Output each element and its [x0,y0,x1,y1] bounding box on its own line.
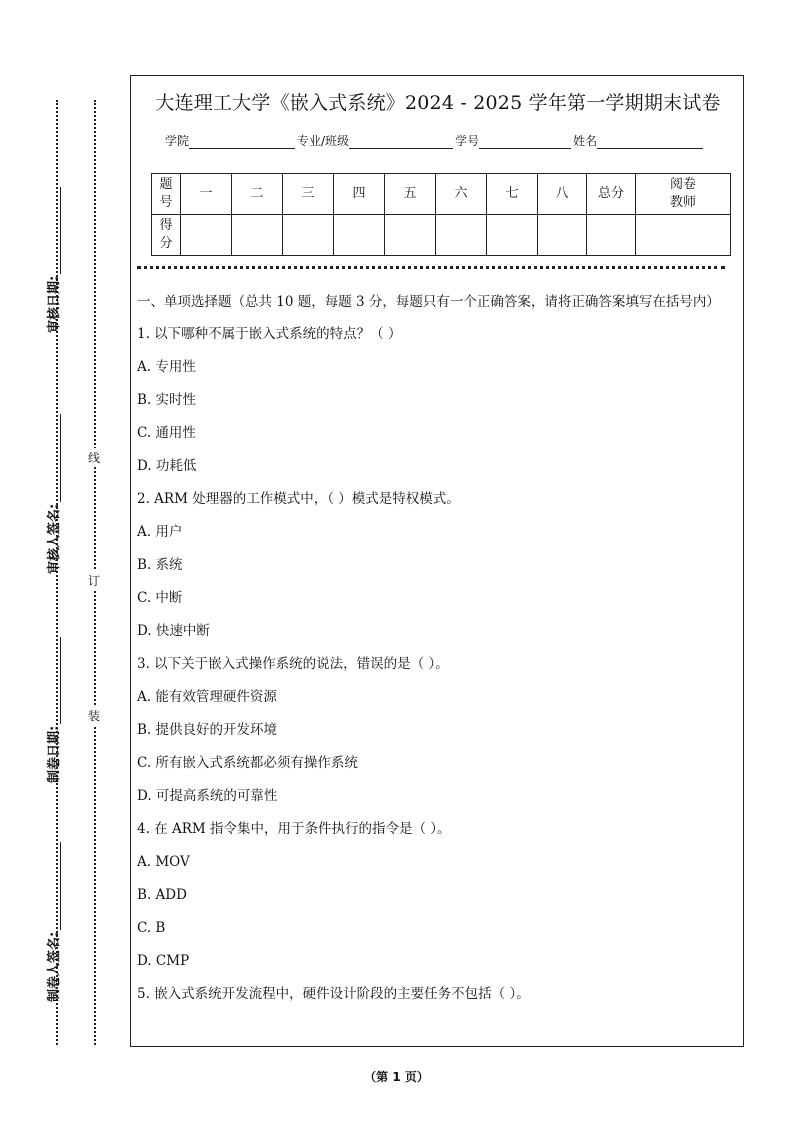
exam-title: 大连理工大学《嵌入式系统》2024 - 2025 学年第一学期期末试卷 [155,92,721,114]
col-6: 六 [436,174,487,215]
cut-mark-line: 线 [88,448,100,467]
score-table [151,173,731,256]
score-cell[interactable] [587,215,636,256]
option: B. 实时性 [137,392,197,408]
student-id-input[interactable] [479,135,571,149]
student-info-row [165,132,705,149]
cut-mark-staple: 装 [88,706,100,725]
option: C. 所有嵌入式系统都必须有操作系统 [137,755,358,771]
preparer-signature-label: 制卷人签名: [47,931,62,1002]
col-8: 八 [538,174,587,215]
col-total: 总分 [587,174,636,215]
question-stem: 5. 嵌入式系统开发流程中，硬件设计阶段的主要任务不包括（ ）。 [137,986,530,1002]
question-stem: 1. 以下哪种不属于嵌入式系统的特点？（ ） [137,326,402,342]
prepare-date-field[interactable] [47,637,63,783]
score-cell[interactable] [487,215,538,256]
preparer-signature-field[interactable] [47,842,63,1002]
student-id-label: 学号 [455,134,480,148]
review-date-label: 审核日期: [47,275,62,333]
col-3: 三 [283,174,334,215]
score-cell[interactable] [283,215,334,256]
name-label: 姓名 [573,134,598,148]
question-stem: 2. ARM 处理器的工作模式中，（ ）模式是特权模式。 [137,491,460,507]
college-input[interactable] [189,135,295,149]
score-table-score-row [152,215,731,256]
grader-header: 阅卷 教师 [636,174,731,215]
col-4: 四 [334,174,385,215]
major-class-label: 专业/班级 [297,134,350,148]
option: B. 系统 [137,557,183,573]
grader-cell[interactable] [636,215,731,256]
reviewer-signature-field[interactable] [47,414,63,574]
college-label: 学院 [165,134,190,148]
option: B. 提供良好的开发环境 [137,722,278,738]
reviewer-signature-label: 审核人签名: [47,503,62,574]
section-divider [137,266,725,269]
question-stem: 3. 以下关于嵌入式操作系统的说法，错误的是（ ）。 [137,656,449,672]
score-cell[interactable] [232,215,283,256]
col-5: 五 [385,174,436,215]
col-2: 二 [232,174,283,215]
score-cell[interactable] [181,215,232,256]
score-cell[interactable] [436,215,487,256]
option: A. 能有效管理硬件资源 [137,689,277,705]
exam-frame [130,75,744,1047]
prepare-date-label: 制卷日期: [47,725,62,783]
cut-mark-bind: 订 [88,571,100,590]
score-cell[interactable] [334,215,385,256]
option: D. 快速中断 [137,623,210,639]
option: D. 可提高系统的可靠性 [137,788,278,804]
page-number: （第 1 页） [364,1070,429,1084]
section-1-title: 一、单项选择题（总共 10 题，每题 3 分，每题只有一个正确答案，请将正确答案填写在括号内） [137,294,720,310]
option: D. 功耗低 [137,458,197,474]
review-date-field[interactable] [47,187,63,333]
option: C. 中断 [137,590,183,606]
option: A. MOV [137,854,190,870]
question-no-header: 题 号 [152,174,181,215]
score-table-header-row [152,174,731,215]
option: A. 专用性 [137,359,196,375]
score-header: 得 分 [152,215,181,256]
option: B. ADD [137,887,187,903]
option: C. 通用性 [137,425,196,441]
option: D. CMP [137,953,190,969]
name-input[interactable] [597,135,703,149]
score-cell[interactable] [538,215,587,256]
major-class-input[interactable] [349,135,453,149]
col-7: 七 [487,174,538,215]
questions-area [137,291,737,1016]
option: C. B [137,920,166,936]
score-cell[interactable] [385,215,436,256]
question-stem: 4. 在 ARM 指令集中，用于条件执行的指令是（ ）。 [137,821,451,837]
option: A. 用户 [137,524,183,540]
col-1: 一 [181,174,232,215]
